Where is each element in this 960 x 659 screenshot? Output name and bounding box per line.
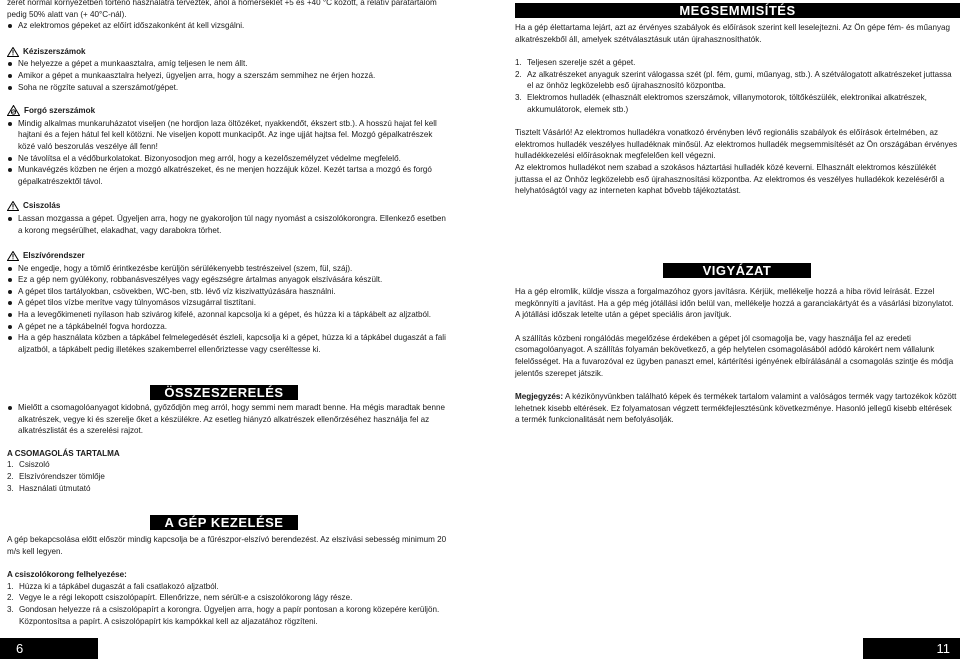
note-label: Megjegyzés: <box>515 392 564 402</box>
package-item-3: 3. Használati útmutató <box>7 483 91 493</box>
operation-subtitle: A csiszolókorong felhelyezése: <box>7 570 127 580</box>
step-1: 1. Húzza ki a tápkábel dugaszát a fali csatlakozó aljzatból. <box>7 581 219 591</box>
list-item: A gépet tilos vízbe merítve vagy túlnyomásos vízsugárral tisztítani. <box>7 297 449 309</box>
list-item: Ne engedje, hogy a tömlő érintkezésbe kerüljön sérülékenyebb testrészeivel (szem, fül, száj). <box>7 263 449 275</box>
list-item: Ha a gép használata közben a tápkábel felmelegedését észleli, kapcsolja ki a gépet, húzza ki a tápkábel dugaszát a fali aljzatból, a tápkábelt pedig illetékes szakemberrel ellenőriztesse vagy cseréltesse ki. <box>7 332 449 355</box>
left-column <box>7 0 449 355</box>
list-item: Ez a gép nem gyúlékony, robbanásveszélyes vagy egészségre ártalmas anyagok elszívására készült. <box>7 274 449 286</box>
step-text: Gondosan helyezze rá a csiszolópapírt a korongra. Ügyeljen arra, hogy a papír pontosan a korong közepére kerüljön. Központosítsa a papírt. A csiszolópapírt kis kampókkal kell az aljazatához rögzíteni. <box>19 604 440 626</box>
operation-block <box>7 534 449 627</box>
operation-heading: A GÉP KEZELÉSE <box>150 515 298 530</box>
intro-block <box>7 0 449 32</box>
suction-section <box>7 250 449 355</box>
disposal-paragraph: Tisztelt Vásárló! Az elektromos hulladékra vonatkozó érvényben lévő regionális szabályok és előírások értelmében, az elektromos hulladék veszélyes hulladéknak minősül. Az elektromos hulladék megsemmisítését az Ön országában érvényes hulladékkezelési előírásoknak megfelelően kell végezni. <box>515 128 958 161</box>
list-item: Lassan mozgassa a gépet. Ügyeljen arra, hogy ne gyakoroljon túl nagy nyomást a csiszolókorongra. Ellenkező esetben a korong megsérülhet, elakadhat, vagy darabokra törhet. <box>7 213 449 236</box>
page-number-left: 6 <box>0 638 98 659</box>
list-item: A gépet tilos tartályokban, csövekben, WC-ben, stb. lévő víz kiszivattyúzására használni. <box>7 286 449 298</box>
rotating-tools-section <box>7 105 449 187</box>
package-title: A CSOMAGOLÁS TARTALMA <box>7 448 120 458</box>
warning-icon <box>7 201 19 211</box>
package-item-text: Elszívórendszer tömlője <box>19 471 105 481</box>
attention-heading: VIGYÁZAT <box>663 263 811 278</box>
section-title: Elszívórendszer <box>23 251 85 261</box>
warning-icon <box>7 47 19 57</box>
package-item-text: Csiszoló <box>19 460 50 470</box>
disposal-block <box>515 22 958 197</box>
list-item: Ne távolítsa el a védőburkolatokat. Bizonyosodjon meg arról, hogy a kezelőszemélyzet védelme megfelelő. <box>7 153 449 165</box>
list-item: Ha a levegőkimeneti nyílason hab szivárog kifelé, azonnal kapcsolja ki a gépet, és húzza ki a tápkábelt az aljzatból. <box>7 309 449 321</box>
attention-paragraph: Ha a gép elromlik, küldje vissza a forgalmazóhoz gyors javításra. Kérjük, mellékelje hozzá a hiba rövid leírását. Ezzel megkönnyíti a javítást. Ha a gép még jótállási időn belül van, mellékelje hozzá a garanciakártyát és a vásárlási bizonylatot. A jótállási időszak letelte után a gépet speciális áron javítjuk. <box>515 287 954 320</box>
disposal-step-2: 2. Az alkatrészeket anyaguk szerint válogassa szét (pl. fém, gumi, műanyag, stb.). A szétválogatott alkatrészeket juttassa el az önhöz legközelebb eső újrahasznosító központba. <box>515 69 952 91</box>
section-title: Kéziszerszámok <box>23 46 86 56</box>
grinding-section <box>7 200 449 236</box>
rotating-hazard-icon <box>7 105 20 116</box>
hand-tools-section <box>7 46 449 93</box>
note-text: A kézikönyvünkben található képek és termékek tartalom valamint a valóságos termék vagy tartozékok között lehetnek kisebb eltérések. Ez folyamatosan végzett termékfejlesztésünk következménye. Hasonló jellegű kisebb eltérések a termék funkcionalitását nem befolyásolják. <box>515 392 957 425</box>
package-item-2: 2. Elszívórendszer tömlője <box>7 471 105 481</box>
list-item: Az elektromos gépeket az előírt időszakonként át kell vizsgálni. <box>7 20 449 32</box>
step-text: Teljesen szerelje szét a gépet. <box>527 58 636 68</box>
step-2: 2. Vegye le a régi lekopott csiszolópapírt. Ellenőrizze, nem sérült-e a csiszolókorong lágy része. <box>7 593 353 603</box>
step-text: Az alkatrészeket anyaguk szerint válogassa szét (pl. fém, gumi, műanyag, stb.). A szétválogatott alkatrészeket juttassa el az önhöz legközelebb eső újrahasznosító központba. <box>527 69 952 91</box>
step-3: 3. Gondosan helyezze rá a csiszolópapírt a korongra. Ügyeljen arra, hogy a papír pontosan a korong közepére kerüljön. Központosítsa a papírt. A csiszolópapírt kis kampókkal kell az aljazatához rögzíteni. <box>7 604 440 626</box>
step-text: Elektromos hulladék (elhasznált elektromos szerszámok, villanymotorok, töltőkészülék, elektronikai alkatrészek, akkumulátorok, elemek stb.) <box>527 92 927 114</box>
assembly-heading: ÖSSZESZERELÉS <box>150 385 298 400</box>
step-text: Húzza ki a tápkábel dugaszát a fali csatlakozó aljzatból. <box>19 581 219 591</box>
list-item: Amikor a gépet a munkaasztalra helyezi, ügyeljen arra, hogy a szerszám semmihez ne érjen hozzá. <box>7 70 449 82</box>
list-item: Mielőtt a csomagolóanyagot kidobná, győződjön meg arról, hogy semmi nem maradt benne. Ha mégis maradtak benne alkatrészek, vegye ki és szerelje őket a készülékre. Az esetleg hiányzó alkatrészek ellenőrzéséhez használja fel az alkatrészlistát és a szerelési rajzot. <box>7 402 449 437</box>
list-item: Mindig alkalmas munkaruházatot viseljen (ne hordjon laza öltözéket, nyakkendőt, ékszert stb.). A hosszú hajat fel kell hajtani és a fejen hátul fel kell kötözni. Ne viseljen kopott munkacipőt. Az inge ujját hajtsa fel. Mozgó gépalkatrészek közé való beszorulás veszélye áll fenn! <box>7 118 449 153</box>
package-item-text: Használati útmutató <box>19 483 91 493</box>
list-item: A gépet ne a tápkábelnél fogva hordozza. <box>7 321 449 333</box>
section-title: Csiszolás <box>23 201 61 211</box>
list-item: Soha ne rögzíte satuval a szerszámot/gépet. <box>7 82 449 94</box>
package-item-1: 1. Csiszoló <box>7 460 50 470</box>
warning-icon <box>7 251 19 261</box>
section-title: Forgó szerszámok <box>24 106 96 116</box>
list-item: Ne helyezze a gépet a munkaasztalra, amíg teljesen le nem állt. <box>7 58 449 70</box>
disposal-step-1: 1. Teljesen szerelje szét a gépet. <box>515 58 636 68</box>
attention-block <box>515 286 958 426</box>
disposal-step-3: 3. Elektromos hulladék (elhasznált elektromos szerszámok, villanymotorok, töltőkészülék, elektronikai alkatrészek, akkumulátorok, elemek stb.) <box>515 92 927 114</box>
assembly-block <box>7 402 449 494</box>
disposal-heading: MEGSEMMISÍTÉS <box>515 3 960 18</box>
attention-paragraph: A szállítás közbeni rongálódás megelőzése érdekében a gépet jól csomagolja be, vagy használja fel az eredeti csomagolóanyagot. A szállítás folyamán bekövetkező, a gép helytelen csomagolásából adódó károkért nem vállalunk felelősséget. Ha a fuvarozóval ez ügyben panaszt emel, kártérítési igényének elbírálásánál a csomagolás szintje és módja jelentős szerepet játszik. <box>515 333 954 378</box>
intro-line: zerét normál környezetben történő használatra tervezték, ahol a hőmérséklet +5 és +40 °C között, a relatív páratartalom pedig 50% alatt van (+ 40°C-nál). <box>7 0 437 19</box>
step-text: Vegye le a régi lekopott csiszolópapírt. Ellenőrizze, nem sérült-e a csiszolókorong lágy része. <box>19 593 353 603</box>
page-number-right: 11 <box>863 638 960 659</box>
operation-intro: A gép bekapcsolása előtt először mindig kapcsolja be a fűrészpor-elszívó berendezést. Az elszívási sebesség minimum 20 m/s kell legyen. <box>7 535 447 556</box>
attention-note <box>515 391 958 426</box>
disposal-paragraph: Az elektromos hulladékot nem szabad a szokásos háztartási hulladék közé keverni. Elhasznált elektromos készülékét juttassa el az Önhöz legközelebb eső újrahasznosítási központba. Az elektromos és veszélyes hulladékok kezeléséről a helyhatóságtól vagy az interneten kaphat bővebb tájékoztatást. <box>515 162 945 196</box>
disposal-intro: Ha a gép élettartama lejárt, azt az érvényes szabályok és előírások szerint kell leselejtezni. Az Ön gépe fém- és műanyag alkatrészekből áll, amelyek szétválasztásuk után újrahasznosíthatók. <box>515 23 951 44</box>
list-item: Munkavégzés közben ne érjen a mozgó alkatrészeket, és ne menjen hozzájuk közel. Kezét tartsa a mozgó és forgó gépalkatrészektől távol. <box>7 164 449 187</box>
